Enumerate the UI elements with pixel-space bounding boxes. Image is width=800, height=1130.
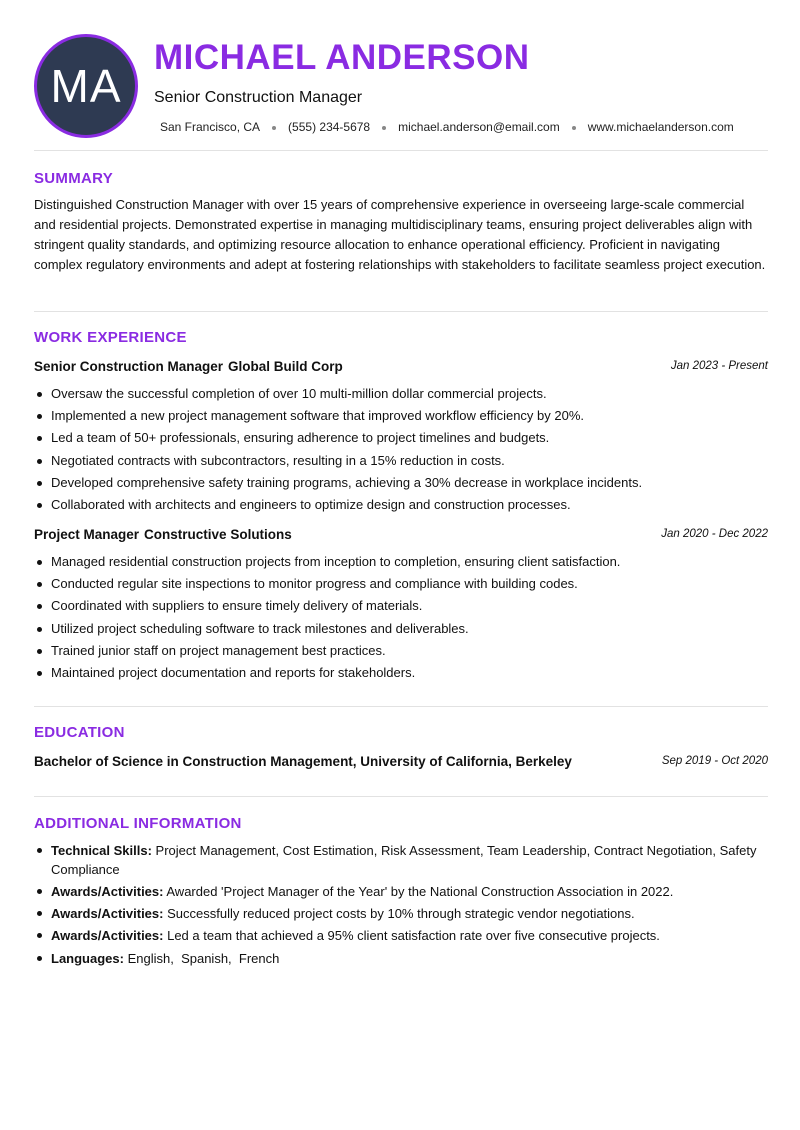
job-role [34, 527, 292, 542]
job-company: Global Build Corp [228, 359, 343, 374]
info-label: Languages: [51, 951, 124, 966]
list-item: Developed comprehensive safety training programs, achieving a 30% decrease in workplace incidents. [34, 472, 768, 494]
list-item [34, 949, 768, 968]
info-text: Awarded 'Project Manager of the Year' by the National Construction Association in 2022. [166, 884, 674, 899]
info-label: Awards/Activities: [51, 906, 164, 921]
info-text: Project Management, Cost Estimation, Risk Assessment, Team Leadership, Contract Negotiation, Safety Compliance [51, 843, 757, 877]
contact-website: www.michaelanderson.com [587, 120, 734, 134]
education-dates: Sep 2019 - Oct 2020 [661, 755, 768, 767]
candidate-title: Senior Construction Manager [154, 89, 363, 106]
list-item: Coordinated with suppliers to ensure timely delivery of materials. [34, 595, 768, 617]
candidate-name: MICHAEL ANDERSON [154, 38, 530, 77]
section-divider [34, 706, 768, 707]
list-item: Collaborated with architects and engineers to optimize design and construction processes. [34, 494, 768, 516]
info-text: English, Spanish, French [127, 951, 280, 966]
contact-line [160, 120, 734, 134]
education-entry [34, 753, 768, 773]
contact-phone: (555) 234-5678 [288, 120, 371, 134]
job-bullets [34, 383, 768, 516]
separator-dot [382, 126, 386, 130]
summary-text: Distinguished Construction Manager with over 15 years of comprehensive experience in overseeing large-scale commercial and residential projects. Demonstrated expertise in managing multidisciplinary teams, ensuring project deliverables align with stringent quality standards, and optimizing resource allocation to enhance operational efficiency. Proficient in navigating complex regulatory environments and adept at fostering relationships with stakeholders to facilitate seamless project execution. [34, 197, 766, 272]
info-text: Led a team that achieved a 95% client satisfaction rate over five consecutive projects. [167, 928, 660, 943]
list-item: Negotiated contracts with subcontractors, resulting in a 15% reduction in costs. [34, 450, 768, 472]
education-heading: EDUCATION [34, 724, 125, 741]
list-item: Implemented a new project management software that improved workflow efficiency by 20%. [34, 405, 768, 427]
section-divider [34, 150, 768, 151]
job-company: Constructive Solutions [144, 527, 292, 542]
summary-heading: SUMMARY [34, 170, 114, 187]
info-label: Awards/Activities: [51, 884, 164, 899]
job-header [34, 526, 768, 546]
job-role-title: Project Manager [34, 527, 140, 542]
avatar [34, 34, 138, 138]
education-degree: Bachelor of Science in Construction Management, University of California, Berkeley [34, 754, 572, 769]
info-label: Technical Skills: [51, 843, 152, 858]
job-entry [34, 358, 768, 516]
list-item [34, 926, 768, 945]
additional-heading: ADDITIONAL INFORMATION [34, 815, 242, 832]
additional-list [34, 841, 768, 971]
job-role-title: Senior Construction Manager [34, 359, 224, 374]
list-item [34, 841, 768, 879]
list-item: Maintained project documentation and reports for stakeholders. [34, 662, 768, 684]
separator-dot [572, 126, 576, 130]
resume-header [34, 34, 768, 138]
contact-email: michael.anderson@email.com [398, 120, 560, 134]
job-entry [34, 526, 768, 684]
separator-dot [272, 126, 276, 130]
job-bullets [34, 551, 768, 684]
experience-heading: WORK EXPERIENCE [34, 329, 187, 346]
job-dates: Jan 2023 - Present [670, 360, 768, 372]
list-item: Trained junior staff on project management best practices. [34, 640, 768, 662]
info-label: Awards/Activities: [51, 928, 164, 943]
contact-location: San Francisco, CA [160, 120, 261, 134]
job-header [34, 358, 768, 378]
job-role [34, 359, 343, 374]
list-item [34, 882, 768, 901]
section-divider [34, 311, 768, 312]
list-item: Utilized project scheduling software to track milestones and deliverables. [34, 618, 768, 640]
list-item: Conducted regular site inspections to monitor progress and compliance with building codes. [34, 573, 768, 595]
list-item: Managed residential construction projects from inception to completion, ensuring client satisfaction. [34, 551, 768, 573]
job-dates: Jan 2020 - Dec 2022 [661, 528, 768, 540]
list-item: Oversaw the successful completion of over 10 multi-million dollar commercial projects. [34, 383, 768, 405]
list-item: Led a team of 50+ professionals, ensuring adherence to project timelines and budgets. [34, 427, 768, 449]
section-divider [34, 796, 768, 797]
avatar-initials: MA [50, 60, 122, 112]
list-item [34, 904, 768, 923]
info-text: Successfully reduced project costs by 10% through strategic vendor negotiations. [167, 906, 635, 921]
